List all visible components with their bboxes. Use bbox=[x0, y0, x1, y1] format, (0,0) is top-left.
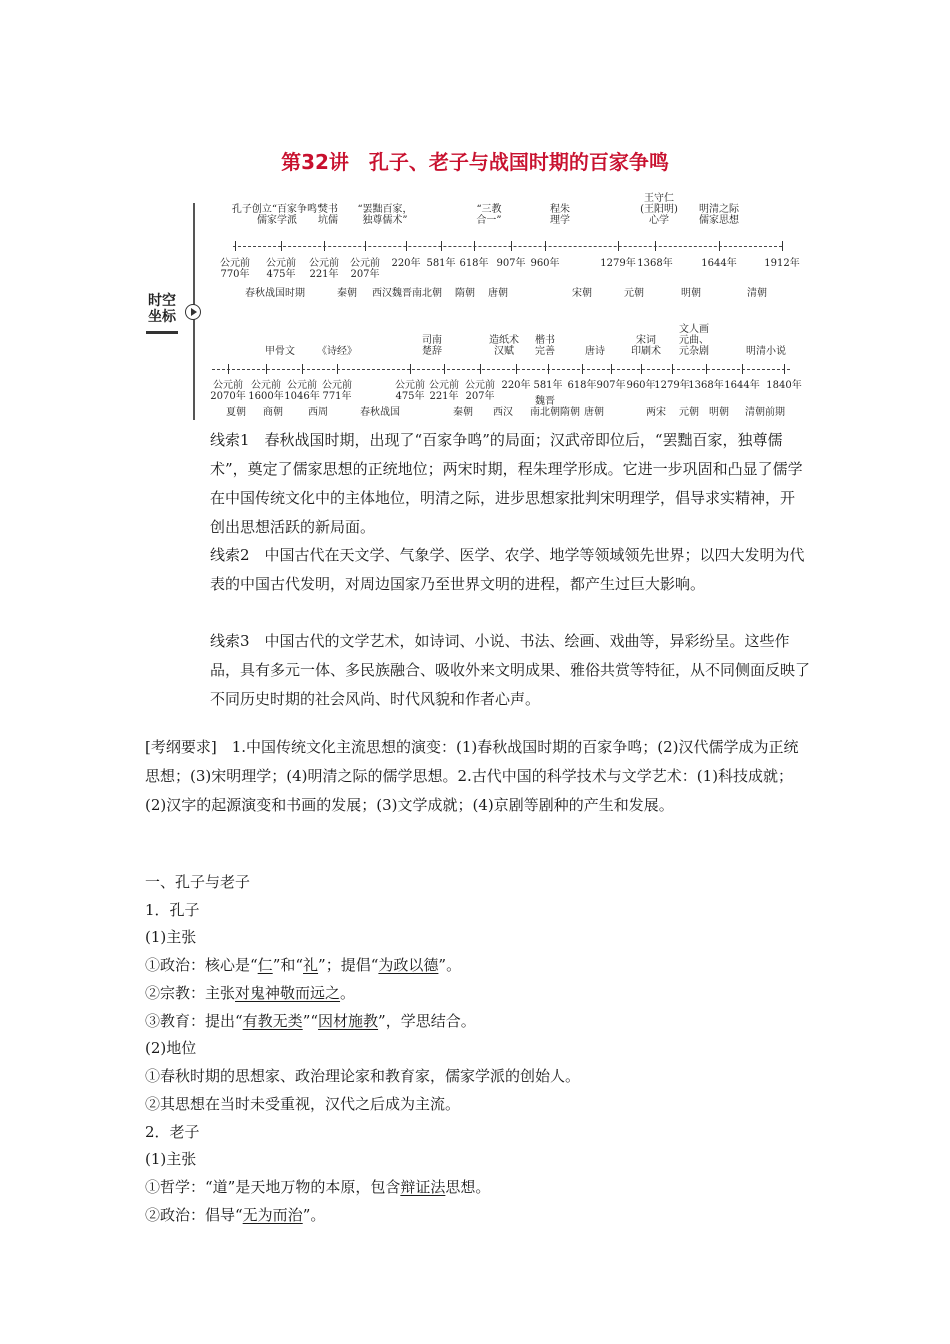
timeline-date: 1368年 bbox=[637, 258, 673, 269]
timeline-event: 孔子创立“百家争鸣” 儒家学派 bbox=[231, 204, 323, 226]
timeline-period: 元朝 bbox=[679, 407, 699, 418]
timeline-tick bbox=[266, 364, 267, 374]
timeline-date: 1912年 bbox=[764, 258, 800, 269]
subheading-laozi-views: (1)主张 bbox=[145, 1150, 197, 1168]
timeline-tick bbox=[444, 364, 445, 374]
timeline-tick bbox=[742, 364, 743, 374]
timeline-period: 两宋 bbox=[646, 407, 666, 418]
page-title: 第32讲 孔子、老子与战国时期的百家争鸣 bbox=[281, 150, 669, 174]
coordinate-label-underline bbox=[146, 331, 178, 334]
timeline-period: 元朝 bbox=[624, 288, 644, 299]
timeline-date: 581年 bbox=[426, 258, 456, 269]
timeline-tick bbox=[228, 364, 229, 374]
timeline-tick bbox=[672, 364, 673, 374]
timeline-date: 公元前 770年 bbox=[220, 258, 250, 280]
timeline-period: 夏朝 bbox=[226, 407, 246, 418]
keyword-ren: 仁 bbox=[257, 956, 273, 974]
timeline-tick bbox=[548, 364, 549, 374]
timeline-tick bbox=[441, 241, 442, 251]
subheading-laozi: 2．老子 bbox=[145, 1123, 200, 1141]
clue-3: 线索3 中国古代的文学艺术，如诗词、小说、书法、绘画、戏曲等，异彩纷呈。这些作品，具有多元一体、多民族融合、吸收外来文明成果、雅俗共赏等特征，从不同侧面反映了不同历史时期的社会风尚、时代风貌和作者心声。 bbox=[210, 632, 811, 708]
clue-1: 线索1 春秋战国时期，出现了“百家争鸣”的局面；汉武帝即位后，“罢黜百家，独尊儒术”，奠定了儒家思想的正统地位；两宋时期，程朱理学形成。它进一步巩固和凸显了儒学在中国传统文化中的主体地位，明清之际，进步思想家批判宋明理学，倡导求实精神，开创出思想活跃的新局面。 bbox=[210, 431, 803, 536]
text: ②政治：倡导“ bbox=[145, 1206, 243, 1224]
timeline-tick bbox=[235, 241, 236, 251]
timeline-date: 公元前 771年 bbox=[322, 380, 352, 402]
laozi-politics bbox=[145, 1205, 325, 1225]
timeline-tick bbox=[545, 241, 546, 251]
timeline-axis bbox=[212, 369, 790, 370]
timeline-event: 王守仁 (王阳明) 心学 bbox=[640, 193, 678, 226]
timeline-tick bbox=[611, 364, 612, 374]
timeline-period: 隋朝 bbox=[560, 407, 580, 418]
timeline-tick bbox=[302, 364, 303, 374]
text: ”“ bbox=[302, 1012, 319, 1030]
timeline-period: 南北朝 bbox=[530, 407, 560, 418]
timeline-period: 魏晋 bbox=[535, 396, 555, 407]
timeline-event: 宋词 印刷术 bbox=[631, 335, 661, 357]
confucius-education bbox=[145, 1011, 476, 1031]
timeline-period: 明朝 bbox=[709, 407, 729, 418]
timeline-tick bbox=[641, 364, 642, 374]
timeline-period: 唐朝 bbox=[584, 407, 604, 418]
timeline-tick bbox=[706, 364, 707, 374]
exam-requirements: [考纲要求] 1.中国传统文化主流思想的演变：(1)春秋战国时期的百家争鸣；(2)汉代儒学成为正统思想；(3)宋明理学；(4)明清之际的儒学思想。2.古代中国的科学技术与文学艺术：(1)科技成就；(2)汉字的起源演变和书画的发展；(3)文学成就；(4)京剧等剧种的产生和发展。 bbox=[145, 738, 799, 814]
timeline-period: 秦朝 bbox=[337, 288, 357, 299]
keyword-yincai: 因材施教 bbox=[318, 1012, 379, 1030]
timeline-date: 618年 bbox=[567, 380, 597, 391]
text: ”和“ bbox=[272, 956, 304, 974]
timeline-date: 960年 bbox=[530, 258, 560, 269]
timeline-date: 公元前 1046年 bbox=[284, 380, 320, 402]
timeline-tick bbox=[782, 241, 783, 251]
timeline-period: 秦朝 bbox=[453, 407, 473, 418]
timeline-date: 公元前 2070年 bbox=[210, 380, 246, 402]
timeline-event: 司南 楚辞 bbox=[422, 335, 442, 357]
timeline-period: 宋朝 bbox=[572, 288, 592, 299]
timeline-date: 960年 bbox=[626, 380, 656, 391]
timeline-period: 商朝 bbox=[263, 407, 283, 418]
timeline-tick bbox=[337, 364, 338, 374]
timeline-date: 公元前 207年 bbox=[465, 380, 495, 402]
timeline-period: 春秋战国时期 bbox=[245, 288, 305, 299]
status-1: ①春秋时期的思想家、政治理论家和教育家，儒家学派的创始人。 bbox=[145, 1067, 581, 1085]
keyword-de: 为政以德 bbox=[378, 956, 439, 974]
timeline-period: 明朝 bbox=[681, 288, 701, 299]
keyword-dialectics: 辩证法 bbox=[400, 1178, 446, 1196]
timeline-event: 明清之际 儒家思想 bbox=[699, 204, 739, 226]
timeline-event: “三教 合一” bbox=[476, 204, 502, 226]
timeline-date: 907年 bbox=[596, 380, 626, 391]
timeline-date: 公元前 475年 bbox=[395, 380, 425, 402]
timeline-date: 220年 bbox=[391, 258, 421, 269]
timeline-period: 西周 bbox=[308, 407, 328, 418]
timeline-tick bbox=[511, 241, 512, 251]
timeline-period: 清朝前期 bbox=[745, 407, 785, 418]
text: 思想。 bbox=[445, 1178, 491, 1196]
play-arrow-icon bbox=[185, 304, 201, 320]
timeline-date: 1644年 bbox=[724, 380, 760, 391]
timeline-period: 唐朝 bbox=[488, 288, 508, 299]
timeline-tick bbox=[655, 241, 656, 251]
timeline-date: 1840年 bbox=[766, 380, 802, 391]
subheading-status: (2)地位 bbox=[145, 1039, 197, 1057]
subheading-confucius: 1．孔子 bbox=[145, 901, 200, 919]
timeline-tick bbox=[281, 241, 282, 251]
timeline-tick bbox=[516, 364, 517, 374]
timeline-date: 618年 bbox=[459, 258, 489, 269]
timeline-date: 公元前 1600年 bbox=[248, 380, 284, 402]
timeline-tick bbox=[474, 241, 475, 251]
section-heading: 一、孔子与老子 bbox=[145, 873, 251, 891]
timeline-event: 《诗经》 bbox=[317, 346, 357, 357]
text: ③教育：提出“ bbox=[145, 1012, 243, 1030]
timeline-event: 唐诗 bbox=[585, 346, 605, 357]
keyword-wuwei: 无为而治 bbox=[242, 1206, 303, 1224]
timeline-period: 隋朝 bbox=[455, 288, 475, 299]
timeline-event: 焚书 坑儒 bbox=[318, 204, 338, 226]
timeline-date: 公元前 221年 bbox=[309, 258, 339, 280]
timeline-date: 907年 bbox=[496, 258, 526, 269]
keyword-youjiao: 有教无类 bbox=[242, 1012, 303, 1030]
timeline-axis bbox=[233, 246, 782, 247]
laozi-philosophy bbox=[145, 1177, 490, 1197]
timeline-tick bbox=[324, 241, 325, 251]
timeline-period: 清朝 bbox=[747, 288, 767, 299]
text: ①哲学：“道”是天地万物的本原，包含 bbox=[145, 1178, 401, 1196]
keyword-ghosts: 对鬼神敬而远之 bbox=[235, 984, 341, 1002]
timeline-date: 220年 bbox=[501, 380, 531, 391]
status-2: ②其思想在当时未受重视，汉代之后成为主流。 bbox=[145, 1095, 461, 1113]
clue-2: 线索2 中国古代在天文学、气象学、医学、农学、地学等领域领先世界；以四大发明为代表的中国古代发明，对周边国家乃至世界文明的进程，都产生过巨大影响。 bbox=[210, 546, 805, 593]
confucius-politics bbox=[145, 955, 461, 975]
timeline-event: 甲骨文 bbox=[265, 346, 295, 357]
timeline-date: 公元前 207年 bbox=[350, 258, 380, 280]
coordinate-label-line2: 坐标 bbox=[148, 309, 176, 325]
timeline-period: 西汉 bbox=[493, 407, 513, 418]
timeline-date: 1644年 bbox=[701, 258, 737, 269]
timeline-tick bbox=[618, 241, 619, 251]
timeline-date: 公元前 475年 bbox=[266, 258, 296, 280]
timeline-date: 581年 bbox=[533, 380, 563, 391]
timeline-period: 春秋战国 bbox=[360, 407, 400, 418]
text: ”；提倡“ bbox=[318, 956, 379, 974]
timeline-event: 文人画 元曲、 元杂剧 bbox=[679, 324, 709, 357]
subheading-views: (1)主张 bbox=[145, 928, 197, 946]
timeline-period: 西汉 bbox=[372, 288, 392, 299]
text: 。 bbox=[340, 984, 356, 1002]
timeline-event: 造纸术 汉赋 bbox=[489, 335, 519, 357]
confucius-religion bbox=[145, 983, 355, 1003]
coordinate-label-line1: 时空 bbox=[148, 293, 176, 309]
timeline-event: “罢黜百家， 独尊儒术” bbox=[357, 204, 413, 226]
timeline-event: 程朱 理学 bbox=[550, 204, 570, 226]
timeline-tick bbox=[719, 241, 720, 251]
keyword-li: 礼 bbox=[303, 956, 319, 974]
timeline-date: 1279年 bbox=[654, 380, 690, 391]
timeline-date: 1368年 bbox=[688, 380, 724, 391]
timeline-tick bbox=[480, 364, 481, 374]
text: ”，学思结合。 bbox=[378, 1012, 476, 1030]
text: ①政治：核心是“ bbox=[145, 956, 258, 974]
coordinate-label bbox=[145, 293, 179, 325]
timeline-period: 魏晋南北朝 bbox=[392, 288, 442, 299]
timeline-event: 明清小说 bbox=[746, 346, 786, 357]
timeline-date: 公元前 221年 bbox=[429, 380, 459, 402]
timeline-tick bbox=[582, 364, 583, 374]
timeline-event: 楷书 完善 bbox=[535, 335, 555, 357]
text: ②宗教：主张 bbox=[145, 984, 236, 1002]
timeline-tick bbox=[365, 241, 366, 251]
timeline-tick bbox=[784, 364, 785, 374]
timeline-tick bbox=[406, 241, 407, 251]
text: ”。 bbox=[438, 956, 462, 974]
text: ”。 bbox=[302, 1206, 326, 1224]
timeline-date: 1279年 bbox=[600, 258, 636, 269]
timeline-tick bbox=[410, 364, 411, 374]
